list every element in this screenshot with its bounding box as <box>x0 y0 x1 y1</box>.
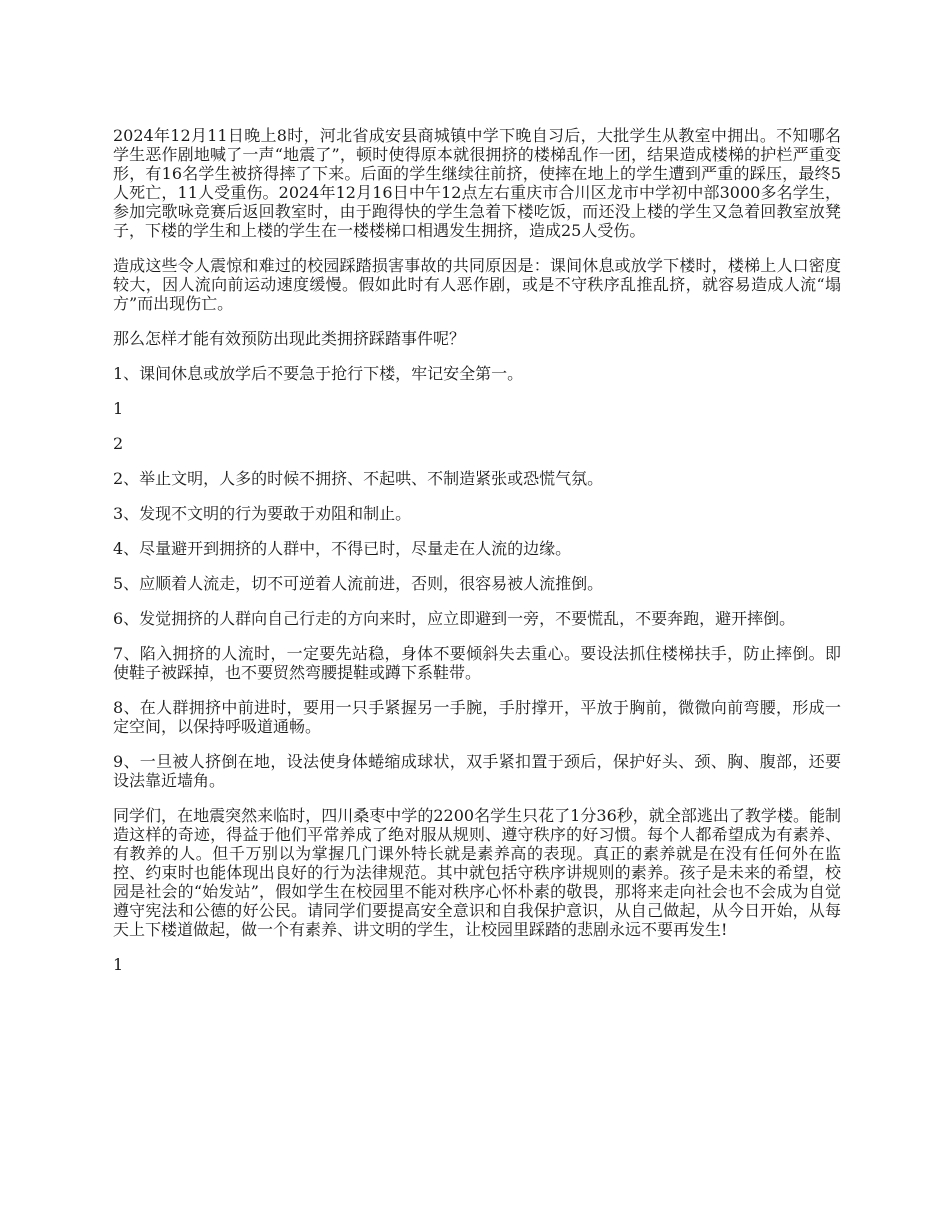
page-number-1: 1 <box>113 399 124 418</box>
tip-9: 9、一旦被人挤倒在地，设法使身体蜷缩成球状，双手紧扣置于颈后，保护好头、颈、胸、腹部，还要设法靠近墙角。 <box>113 752 841 790</box>
tip-1: 1、课间休息或放学后不要急于抢行下楼，牢记安全第一。 <box>113 364 524 383</box>
tip-3: 3、发现不文明的行为要敢于劝阻和制止。 <box>113 504 412 523</box>
tip-6: 6、发觉拥挤的人群向自己行走的方向来时，应立即避到一旁，不要慌乱，不要奔跑，避开摔倒。 <box>113 609 796 628</box>
document-body <box>113 126 841 974</box>
paragraph-conclusion: 同学们，在地震突然来临时，四川桑枣中学的2200名学生只花了1分36秒，就全部逃出了教学楼。能制造这样的奇迹，得益于他们平常养成了绝对服从规则、遵守秩序的好习惯。每个人都希望成为有素养、有教养的人。但千万别以为掌握几门课外特长就是素养高的表现。真正的素养就是在没有任何外在监控、约束时也能体现出良好的行为法律规范。其中就包括守秩序讲规则的素养。孩子是未来的希望，校园是社会的“始发站”，假如学生在校园里不能对秩序心怀朴素的敬畏，那将来走向社会也不会成为自觉遵守宪法和公德的好公民。请同学们要提高安全意识和自我保护意识，从自己做起，从今日开始，从每天上下楼道做起，做一个有素养、讲文明的学生，让校园里踩踏的悲剧永远不要再发生! <box>113 806 841 939</box>
paragraph-incident-report: 2024年12月11日晚上8时，河北省成安县商城镇中学下晚自习后，大批学生从教室中拥出。不知哪名学生恶作剧地喊了一声“地震了”，顿时使得原本就很拥挤的楼梯乱作一团，结果造成楼梯的护栏严重变形，有16名学生被挤得摔了下来。后面的学生继续往前挤，使摔在地上的学生遭到严重的踩压，最终5人死亡，11人受重伤。2024年12月16日中午12点左右重庆市合川区龙市中学初中部3000多名学生，参加完歌咏竞赛后返回教室时，由于跑得快的学生急着下楼吃饭，而还没上楼的学生又急着回教室放凳子，下楼的学生和上楼的学生在一楼楼梯口相遇发生拥挤，造成25人受伤。 <box>113 126 841 240</box>
page-number-footer: 1 <box>113 955 124 974</box>
tip-8: 8、在人群拥挤中前进时，要用一只手紧握另一手腕，手肘撑开，平放于胸前，微微向前弯腰，形成一定空间，以保持呼吸道通畅。 <box>113 698 841 736</box>
paragraph-common-cause: 造成这些令人震惊和难过的校园踩踏损害事故的共同原因是：课间休息或放学下楼时，楼梯上人口密度较大，因人流向前运动速度缓慢。假如此时有人恶作剧，或是不守秩序乱推乱挤，就容易造成人流“塌方”而出现伤亡。 <box>113 256 841 313</box>
tip-7: 7、陷入拥挤的人流时，一定要先站稳，身体不要倾斜失去重心。要设法抓住楼梯扶手，防止摔倒。即使鞋子被踩掉，也不要贸然弯腰提鞋或蹲下系鞋带。 <box>113 644 841 682</box>
tip-4: 4、尽量避开到拥挤的人群中，不得已时，尽量走在人流的边缘。 <box>113 539 572 558</box>
paragraph-prevention-question: 那么怎样才能有效预防出现此类拥挤踩踏事件呢？ <box>113 329 466 348</box>
tip-2: 2、举止文明，人多的时候不拥挤、不起哄、不制造紧张或恐慌气氛。 <box>113 469 604 488</box>
page-number-2: 2 <box>113 434 124 453</box>
tip-5: 5、应顺着人流走，切不可逆着人流前进，否则，很容易被人流推倒。 <box>113 574 604 593</box>
